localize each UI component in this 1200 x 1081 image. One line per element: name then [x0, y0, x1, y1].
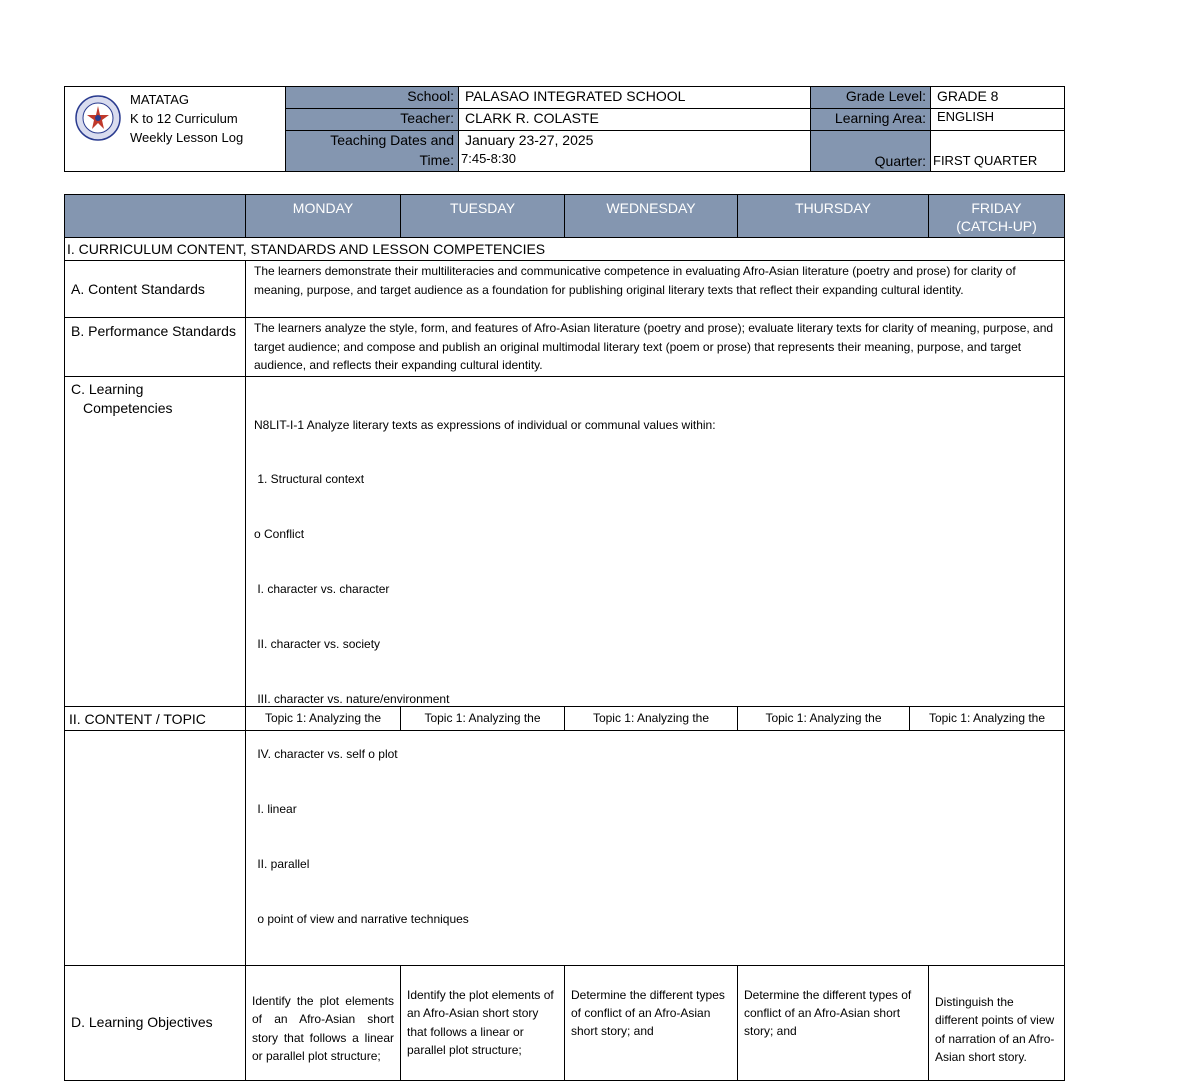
topic-friday: Topic 1: Analyzing the: [910, 707, 1065, 731]
objective-wednesday: Determine the different types of conflict of an Afro-Asian short story; and: [565, 965, 738, 1080]
deped-seal-icon: [75, 95, 121, 141]
performance-standards-label: B. Performance Standards: [65, 318, 246, 377]
content-topic-table: [64, 706, 1065, 731]
topic-monday: Topic 1: Analyzing the: [246, 707, 401, 731]
header-brand-cell: [65, 87, 286, 172]
objective-tuesday: Identify the plot elements of an Afro-Asian short story that follows a linear or parallel plot structure;: [401, 965, 565, 1080]
learning-competencies-list: [246, 377, 1065, 966]
performance-standards-text: The learners analyze the style, form, and features of Afro-Asian literature (poetry and prose); evaluate literary texts for clarity of meaning, purpose, and target audience; and compose and publish an original multimodal literary text (poem or prose) that represents their meaning, purpose, and target audience, and reflects their expanding cultural identity.: [246, 318, 1065, 377]
content-topic-label: II. CONTENT / TOPIC: [65, 707, 246, 731]
learning-area-value: ENGLISH: [931, 109, 1065, 131]
curriculum-subtitle: K to 12 Curriculum: [130, 111, 238, 126]
learning-area-label: Learning Area:: [811, 109, 931, 131]
teacher-label: Teacher:: [286, 109, 459, 131]
objective-thursday: Determine the different types of conflict of an Afro-Asian short story; and: [738, 965, 929, 1080]
teacher-value: CLARK R. COLASTE: [459, 109, 811, 131]
teaching-dates-label: Teaching Dates and: [286, 131, 459, 151]
day-header-tuesday: TUESDAY: [401, 195, 565, 238]
day-header-thursday: THURSDAY: [738, 195, 929, 238]
school-value: PALASAO INTEGRATED SCHOOL: [459, 87, 811, 109]
learning-competencies-label-line1: C. Learning: [71, 381, 144, 397]
header-table: [64, 86, 1065, 172]
competency-line: III. character vs. nature/environment: [254, 692, 450, 707]
competency-line: o Conflict: [254, 527, 305, 542]
quarter-label: Quarter:: [874, 152, 926, 169]
document-title: Weekly Lesson Log: [130, 130, 244, 145]
day-header-monday: MONDAY: [246, 195, 401, 238]
curriculum-name: MATATAG: [130, 92, 189, 107]
day-header-friday: [929, 195, 1065, 238]
objective-monday: Identify the plot elements of an Afro-Asian short story that follows a linear or parallel plot structure;: [246, 965, 401, 1080]
learning-objectives-label: D. Learning Objectives: [65, 965, 246, 1080]
quarter-label-cell: [811, 131, 931, 172]
competency-line: 1. Structural context: [254, 472, 365, 487]
content-standards-text: The learners demonstrate their multiliteracies and communicative competence in evaluating Afro-Asian literature (poetry and prose) for clarity of meaning, purpose, and target audience as a foundation for publishing original literary texts that reflect their expanding cultural identity.: [246, 261, 1065, 318]
friday-catch-up-label: (CATCH-UP): [956, 218, 1037, 235]
competency-line: I. linear: [254, 801, 297, 816]
topic-thursday: Topic 1: Analyzing the: [738, 707, 910, 731]
grade-level-value: GRADE 8: [931, 87, 1065, 109]
content-standards-label: A. Content Standards: [65, 261, 246, 318]
quarter-value-cell: [931, 131, 1065, 172]
competency-line: o point of view and narrative techniques: [254, 911, 469, 926]
day-header-wednesday: WEDNESDAY: [565, 195, 738, 238]
competency-line: I. character vs. character: [254, 582, 390, 597]
quarter-value: FIRST QUARTER: [933, 153, 1038, 169]
competency-line: N8LIT-I-1 Analyze literary texts as expressions of individual or communal values within:: [254, 417, 716, 432]
teaching-dates-value: January 23-27, 2025: [459, 131, 811, 151]
objective-friday: Distinguish the different points of view of narration of an Afro-Asian short story.: [929, 965, 1065, 1080]
friday-label: FRIDAY: [971, 200, 1022, 216]
time-label: Time:: [286, 151, 459, 172]
section-curriculum-title: I. CURRICULUM CONTENT, STANDARDS AND LESSON COMPETENCIES: [65, 238, 1065, 261]
day-header-blank: [65, 195, 246, 238]
school-label: School:: [286, 87, 459, 109]
competency-line: IV. character vs. self o plot: [254, 746, 398, 761]
grade-level-label: Grade Level:: [811, 87, 931, 109]
topic-wednesday: Topic 1: Analyzing the: [565, 707, 738, 731]
competency-line: II. parallel: [254, 856, 310, 871]
learning-competencies-label-line2: Competencies: [83, 400, 173, 416]
learning-competencies-label: [65, 377, 246, 966]
lesson-log-table: [64, 194, 1065, 1081]
competency-line: II. character vs. society: [254, 637, 381, 652]
time-value: 7:45-8:30: [459, 151, 811, 172]
topic-tuesday: Topic 1: Analyzing the: [401, 707, 565, 731]
